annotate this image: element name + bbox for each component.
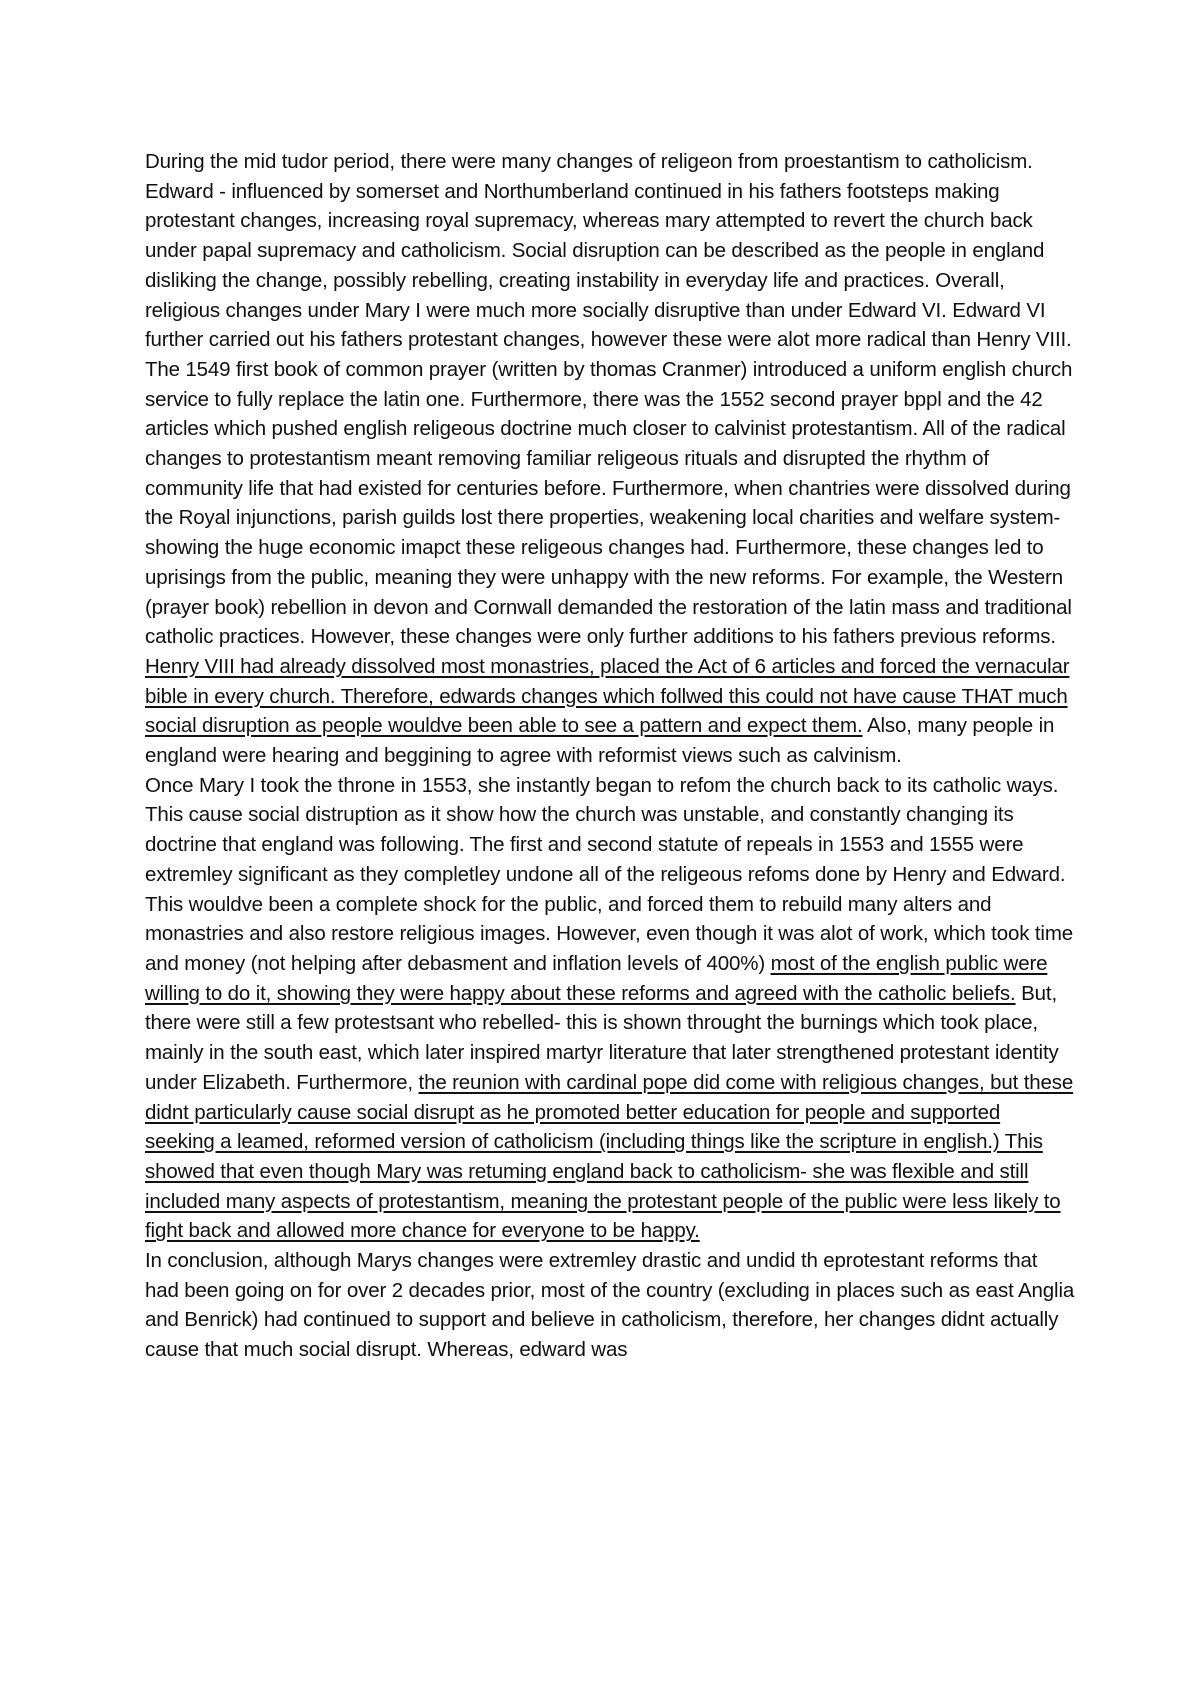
paragraph-conclusion: [145, 1246, 1075, 1365]
underlined-passage-public-willing: most of the english public were willing to do it, showing they were happy about these reforms and agreed with the catholic beliefs.: [145, 951, 1048, 1005]
paragraph-mary: [145, 771, 1075, 1246]
paragraph-mary-text-1: Once Mary I took the throne in 1553, she instantly began to refom the church back to its catholic ways. This cause social distruption as it show how the church was unstable, and constantly changing its doctrine that england was following. The first and second statute of repeals in 1553 and 1555 were extremley significant as they completley undone all of the religeous refoms done by Henry and Edward. This wouldve been a complete shock for the public, and forced them to rebuild many alters and monastries and also restore religious images. However, even though it was alot of work, which took time and money (not helping after debasment and inflation levels of 400%): [145, 773, 1074, 975]
paragraph-edward-text-2: Also, many people in england were hearing and beggining to agree with reformist views such as calvinism.: [145, 714, 1055, 768]
paragraph-edward: [145, 147, 1075, 771]
essay-body: [145, 147, 1075, 1365]
paragraph-conclusion-text: In conclusion, although Marys changes were extremley drastic and undid th eprotestant reforms that had been going on for over 2 decades prior, most of the country (excluding in places such as east Anglia and Benrick) had continued to support and believe in catholicism, therefore, her changes didnt actually cause that much social disrupt. Whereas, edward was: [145, 1249, 1075, 1362]
paragraph-mary-text-2: But, there were still a few protestsant who rebelled- this is shown throught the burnings which took place, mainly in the south east, which later inspired martyr literature that later strengthened protestant identity under Elizabeth. Furthermore,: [145, 981, 1059, 1094]
underlined-passage-cardinal-pope: the reunion with cardinal pope did come with religious changes, but these didnt particularly cause social disrupt as he promoted better education for people and supported seeking a leamed, reformed version of catholicism (including things like the scripture in english.) This showed that even though Mary was retuming england back to catholicism- she was flexible and still included many aspects of protestantism, meaning the protestant people of the public were less likely to fight back and allowed more chance for everyone to be happy.: [145, 1070, 1074, 1243]
underlined-passage-henry-viii: Henry VIII had already dissolved most monastries, placed the Act of 6 articles and forced the vernacular bible in every church. Therefore, edwards changes which follwed this could not have cause THAT much social disruption as people wouldve been able to see a pattern and expect them.: [145, 654, 1070, 738]
paragraph-edward-text-1: During the mid tudor period, there were many changes of religeon from proestantism to catholicism. Edward - influenced by somerset and Northumberland continued in his fathers footsteps making protestant changes, increasing royal supremacy, whereas mary attempted to revert the church back under papal supremacy and catholicism. Social disruption can be described as the people in england disliking the change, possibly rebelling, creating instability in everyday life and practices. Overall, religious changes under Mary I were much more socially disruptive than under Edward VI. Edward VI further carried out his fathers protestant changes, however these were alot more radical than Henry VIII. The 1549 first book of common prayer (written by thomas Cranmer) introduced a uniform english church service to fully replace the latin one. Furthermore, there was the 1552 second prayer bppl and the 42 articles which pushed english religeous doctrine much closer to calvinist protestantism. All of the radical changes to protestantism meant removing familiar religeous rituals and disrupted the rhythm of community life that had existed for centuries before. Furthermore, when chantries were dissolved during the Royal injunctions, parish guilds lost there properties, weakening local charities and welfare system- showing the huge economic imapct these religeous changes had. Furthermore, these changes led to uprisings from the public, meaning they were unhappy with the new reforms. For example, the Western (prayer book) rebellion in devon and Cornwall demanded the restoration of the latin mass and traditional catholic practices. However, these changes were only further additions to his fathers previous reforms.: [145, 150, 1073, 649]
